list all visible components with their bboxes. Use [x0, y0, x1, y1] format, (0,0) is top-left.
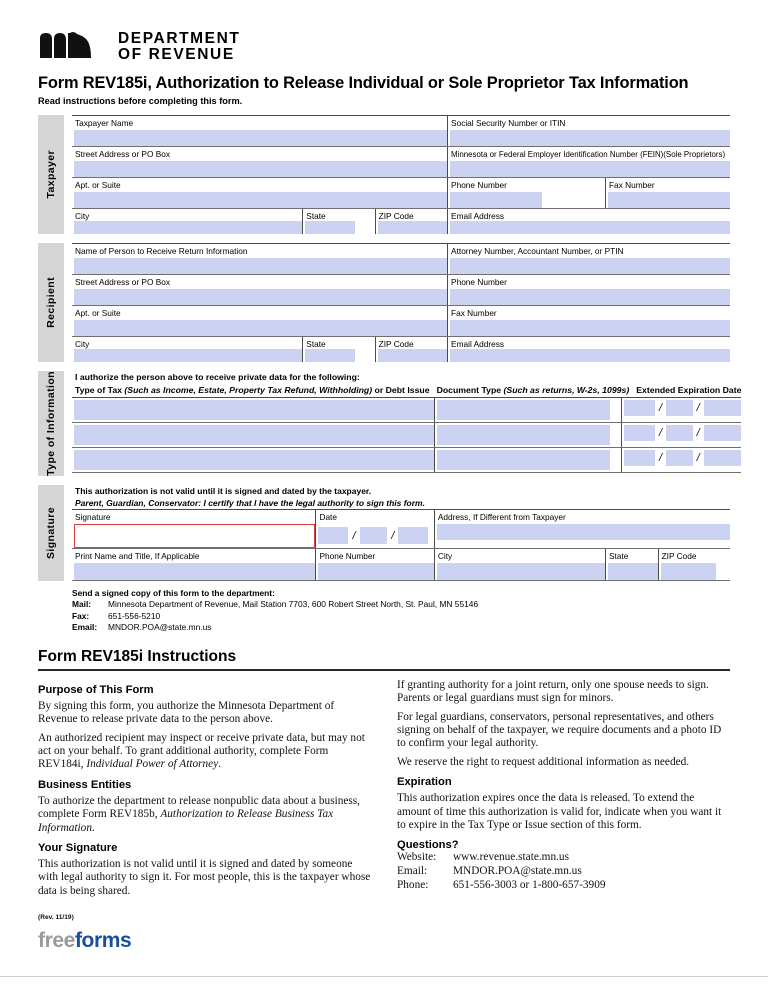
exp-day-1[interactable]	[666, 400, 693, 416]
label-recipient-attorney: Attorney Number, Accountant Number, or PTIN	[451, 246, 624, 256]
col-tax-suffix: or Debt Issue	[372, 385, 430, 395]
exp-year-1[interactable]	[704, 400, 742, 416]
label-taxpayer-email: Email Address	[451, 211, 505, 221]
questions-website-line	[397, 851, 730, 865]
signature-section	[38, 485, 730, 581]
input-tax-type-3[interactable]	[74, 450, 434, 470]
input-taxpayer-email[interactable]	[450, 221, 730, 234]
col-tax-italic: (Such as Income, Estate, Property Tax Refund, Withholding)	[124, 385, 373, 395]
heading-expiration: Expiration	[397, 776, 452, 789]
input-recipient-name[interactable]	[74, 258, 447, 274]
brand-forms: forms	[74, 929, 132, 953]
exp-month-3[interactable]	[624, 450, 655, 466]
text-business-entities: To authorize the department to release nonpublic data about a business, complete Form REV185b, Authorization to Release Business Tax Information.	[38, 794, 361, 834]
label-recipient-email: Email Address	[451, 339, 505, 349]
instructions-divider	[38, 669, 730, 671]
label-recipient-fax: Fax Number	[451, 308, 497, 318]
input-signature-address[interactable]	[437, 524, 730, 540]
label-signature-phone: Phone Number	[319, 550, 376, 561]
date-separator-icon: /	[658, 452, 663, 464]
input-document-type-3[interactable]	[437, 450, 610, 470]
heading-questions: Questions?	[397, 839, 459, 852]
input-recipient-apt[interactable]	[74, 320, 447, 336]
exp-year-2[interactable]	[704, 425, 742, 441]
text-purpose-1: By signing this form, you authorize the Minnesota Department of Revenue to release private data to the person above.	[38, 699, 335, 726]
col-doc-italic: (Such as returns, W-2s, 1099s)	[503, 385, 630, 395]
revision-date: (Rev. 11/19)	[38, 914, 74, 922]
label-signature-state: State	[608, 550, 629, 561]
text-additional-info: We reserve the right to request additional information as needed.	[397, 755, 690, 768]
label-taxpayer-city: City	[75, 211, 90, 221]
input-recipient-attorney[interactable]	[450, 258, 730, 274]
input-taxpayer-fein[interactable]	[450, 161, 730, 177]
footer-divider	[0, 976, 768, 977]
send-mail-key: Mail:	[72, 599, 92, 610]
label-taxpayer-name: Taxpayer Name	[75, 118, 134, 128]
input-expiration-date-2[interactable]	[624, 425, 742, 441]
input-signature-phone[interactable]	[318, 563, 433, 580]
questions-website-key: Website:	[397, 851, 437, 864]
text-legal-guardians: For legal guardians, conservators, personal representatives, and others signing on behalf of the taxpayer, we require documents and a photo ID to confirm your legal authority.	[397, 710, 722, 750]
input-taxpayer-phone[interactable]	[450, 192, 542, 208]
input-recipient-phone[interactable]	[450, 289, 730, 305]
page-subtitle: Read instructions before completing this form.	[38, 96, 243, 106]
input-tax-type-1[interactable]	[74, 400, 434, 420]
input-taxpayer-ssn[interactable]	[450, 130, 730, 146]
input-taxpayer-name[interactable]	[74, 130, 447, 146]
send-email-key: Email:	[72, 622, 98, 633]
send-email-value: MNDOR.POA@state.mn.us	[108, 622, 212, 633]
send-mail-value: Minnesota Department of Revenue, Mail Station 7703, 600 Robert Street North, St. Paul, MN 55146	[108, 599, 479, 610]
label-print-name: Print Name and Title, If Applicable	[75, 550, 200, 561]
input-taxpayer-city[interactable]	[74, 221, 302, 234]
input-taxpayer-state[interactable]	[305, 221, 354, 234]
text-expiration: This authorization expires once the data is released. To extend the amount of time this authorization is valid for, indicate when you want it to expire in the Tax Type or Issue section of this form.	[397, 792, 722, 832]
input-taxpayer-fax[interactable]	[608, 192, 730, 208]
mn-revenue-logo-icon	[38, 30, 106, 60]
label-taxpayer-ssn: Social Security Number or ITIN	[451, 118, 566, 128]
questions-website-value: www.revenue.state.mn.us	[453, 851, 569, 864]
sig-date-year[interactable]	[398, 527, 428, 544]
type-of-information-section	[38, 371, 742, 476]
send-fax-key: Fax:	[72, 610, 90, 621]
input-recipient-street[interactable]	[74, 289, 447, 305]
heading-purpose: Purpose of This Form	[38, 683, 154, 696]
send-fax-value: 651-556-5210	[108, 610, 161, 621]
label-recipient-city: City	[75, 339, 90, 349]
label-recipient-zip: ZIP Code	[378, 339, 414, 349]
type-of-information-tab	[38, 371, 64, 476]
send-email-line	[72, 622, 730, 634]
input-document-type-1[interactable]	[437, 400, 610, 420]
signature-tab	[38, 485, 64, 581]
input-recipient-fax[interactable]	[450, 320, 730, 336]
input-signature[interactable]	[74, 524, 315, 548]
label-recipient-apt: Apt. or Suite	[75, 308, 121, 318]
text-joint-return: If granting authority for a joint return, only one spouse needs to sign. Parents or legal guardians must sign for minors.	[397, 678, 709, 705]
input-recipient-state[interactable]	[305, 349, 354, 362]
instructions-right-column	[397, 677, 730, 898]
send-mail-line	[72, 599, 730, 611]
logo-wordmark	[118, 30, 241, 62]
signature-tab-label: Signature	[45, 506, 57, 559]
date-separator-icon: /	[658, 427, 663, 439]
send-intro: Send a signed copy of this form to the department:	[72, 587, 275, 598]
instructions-left-column	[38, 677, 371, 898]
label-taxpayer-zip: ZIP Code	[378, 211, 414, 221]
col-tax-prefix: Type of Tax	[75, 385, 125, 395]
instructions-title: Form REV185i Instructions	[38, 647, 237, 665]
taxpayer-tab-label: Taxpayer	[45, 150, 57, 199]
questions-email-value: MNDOR.POA@state.mn.us	[453, 865, 582, 878]
label-taxpayer-apt: Apt. or Suite	[75, 180, 121, 190]
taxpayer-section	[38, 115, 730, 234]
label-signature-city: City	[437, 550, 453, 561]
type-of-information-tab-label: Type of Information	[45, 371, 57, 476]
text-purpose-2: An authorized recipient may inspect or receive private data, but may not act on your behalf. To grant additional authority, complete Form REV184i, Individual Power of Attorney.	[38, 731, 365, 771]
label-taxpayer-state: State	[306, 211, 326, 221]
input-document-type-2[interactable]	[437, 425, 610, 445]
input-taxpayer-zip[interactable]	[378, 221, 447, 234]
label-recipient-street: Street Address or PO Box	[75, 277, 170, 287]
logo-line-2: OF REVENUE	[118, 46, 235, 63]
type-of-information-header	[72, 371, 741, 397]
exp-month-1[interactable]	[624, 400, 655, 416]
date-separator-icon: /	[391, 529, 395, 542]
col-expiration: Extended Expiration Date	[636, 385, 742, 395]
heading-your-signature: Your Signature	[38, 842, 118, 855]
exp-day-2[interactable]	[666, 425, 693, 441]
form-header	[38, 0, 730, 62]
label-signature-address: Address, If Different from Taxpayer	[437, 511, 566, 522]
label-recipient-phone: Phone Number	[451, 277, 507, 287]
taxpayer-tab	[38, 115, 64, 234]
questions-phone-value: 651-556-3003 or 1-800-657-3909	[453, 878, 606, 891]
send-instructions	[38, 588, 730, 634]
freeforms-logo	[38, 929, 730, 953]
send-fax-line	[72, 611, 730, 623]
recipient-section	[38, 243, 730, 362]
label-taxpayer-fax: Fax Number	[608, 180, 655, 190]
input-recipient-city[interactable]	[74, 349, 302, 362]
input-signature-date[interactable]	[318, 524, 433, 548]
signature-note-1: This authorization is not valid until it is signed and dated by the taxpayer.	[75, 485, 372, 496]
col-doc-prefix: Document Type	[436, 385, 504, 395]
date-separator-icon: /	[696, 427, 700, 439]
recipient-tab-label: Recipient	[45, 277, 57, 328]
label-taxpayer-street: Street Address or PO Box	[75, 149, 170, 159]
exp-month-2[interactable]	[624, 425, 655, 441]
questions-email-line	[397, 865, 730, 879]
recipient-tab	[38, 243, 64, 362]
label-taxpayer-fein: Minnesota or Federal Employer Identification Number (FEIN)(Sole Proprietors)	[451, 150, 726, 159]
input-signature-state[interactable]	[608, 563, 658, 580]
authorize-statement: I authorize the person above to receive private data for the following:	[75, 372, 360, 382]
date-separator-icon: /	[696, 452, 700, 464]
text-your-signature: This authorization is not valid until it is signed and dated by someone with legal authority to sign it. For most people, this is the taxpayer whose data is being shared.	[38, 858, 371, 897]
page-title: Form REV185i, Authorization to Release Individual or Sole Proprietor Tax Information	[38, 74, 689, 92]
label-taxpayer-phone: Phone Number	[451, 180, 507, 190]
brand-free: free	[38, 929, 75, 953]
input-signature-zip[interactable]	[661, 563, 716, 580]
input-recipient-zip[interactable]	[378, 349, 447, 362]
input-print-name[interactable]	[74, 563, 315, 580]
input-recipient-email[interactable]	[450, 349, 730, 362]
label-recipient-name: Name of Person to Receive Return Information	[75, 246, 248, 256]
label-signature-zip: ZIP Code	[661, 550, 697, 561]
questions-email-key: Email:	[397, 865, 428, 878]
input-signature-city[interactable]	[437, 563, 605, 580]
input-expiration-date-1[interactable]	[624, 400, 742, 416]
exp-year-3[interactable]	[704, 450, 742, 466]
heading-business-entities: Business Entities	[38, 778, 132, 791]
questions-phone-line	[397, 879, 730, 893]
input-taxpayer-apt[interactable]	[74, 192, 447, 208]
label-signature-date: Date	[319, 511, 337, 522]
date-separator-icon: /	[696, 402, 700, 414]
label-signature: Signature	[75, 511, 111, 522]
logo-line-1: DEPARTMENT	[118, 30, 241, 47]
label-recipient-state: State	[306, 339, 326, 349]
questions-phone-key: Phone:	[397, 878, 429, 891]
input-tax-type-2[interactable]	[74, 425, 434, 445]
sig-date-day[interactable]	[360, 527, 388, 544]
date-separator-icon: /	[658, 402, 663, 414]
exp-day-3[interactable]	[666, 450, 693, 466]
signature-note-2: Parent, Guardian, Conservator: I certify that I have the legal authority to sign this form.	[75, 497, 425, 508]
date-separator-icon: /	[352, 529, 356, 542]
sig-date-month[interactable]	[318, 527, 348, 544]
input-expiration-date-3[interactable]	[624, 450, 742, 466]
column-headers	[75, 384, 741, 397]
input-taxpayer-street[interactable]	[74, 161, 447, 177]
